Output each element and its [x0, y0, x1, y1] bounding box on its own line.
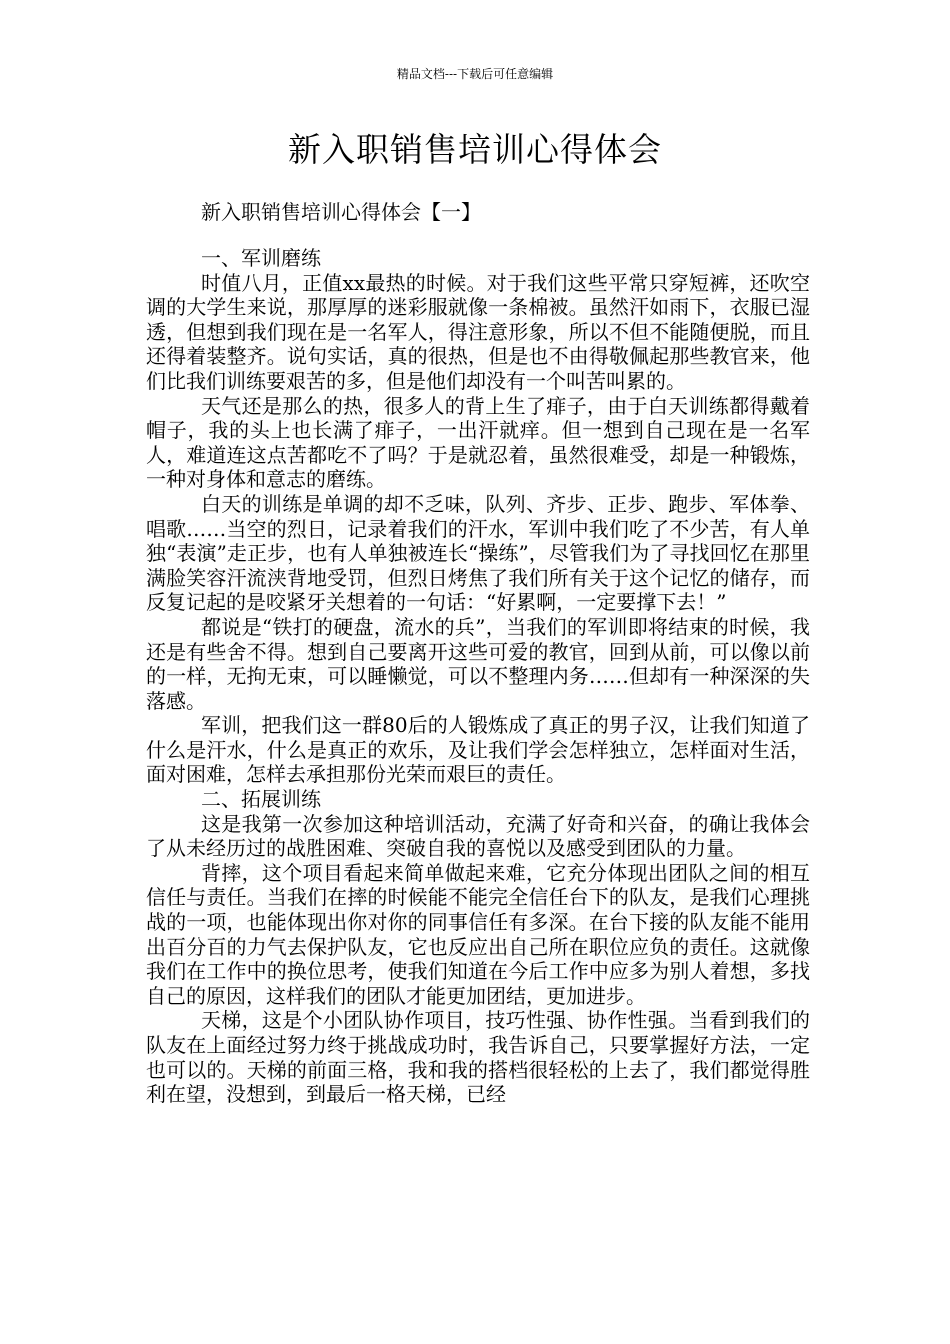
paragraph: 背摔，这个项目看起来简单做起来难，它充分体现出团队之间的相互信任与责任。当我们在摔的时候能不能完全信任台下的队友，是我们心理挑战的一项，也能体现出你对你的同事信任有多深。在台下接的队友能不能用出百分百的力气去保护队友，它也反应出自己所在职位应负的责任。这就像我们在工作中的换位思考，使我们知道在今后工作中应多为别人着想，多找自己的原因，这样我们的团队才能更加团结，更加进步。 [146, 860, 810, 1008]
paragraph: 军训，把我们这一群80后的人锻炼成了真正的男子汉，让我们知道了什么是汗水，什么是真正的欢乐，及让我们学会怎样独立，怎样面对生活，面对困难，怎样去承担那份光荣而艰巨的责任。 [146, 713, 810, 787]
paragraph: 天梯，这是个小团队协作项目，技巧性强、协作性强。当看到我们的队友在上面经过努力终于挑战成功时，我告诉自己，只要掌握好方法，一定也可以的。天梯的前面三格，我和我的搭档很轻松的上去了，我们都觉得胜利在望，没想到，到最后一格天梯，已经 [146, 1008, 810, 1107]
paragraph: 时值八月，正值xx最热的时候。对于我们这些平常只穿短裤，还吹空调的大学生来说，那厚厚的迷彩服就像一条棉被。虽然汗如雨下，衣服已湿透，但想到我们现在是一名军人，得注意形象，所以不但不能随便脱，而且还得着装整齐。说句实话，真的很热，但是也不由得敬佩起那些教官来，他们比我们训练要艰苦的多，但是他们却没有一个叫苦叫累的。 [146, 270, 810, 393]
header-note: 精品文档---下载后可任意编辑 [396, 67, 554, 81]
paragraph: 这是我第一次参加这种培训活动，充满了好奇和兴奋，的确让我体会了从未经历过的战胜困难、突破自我的喜悦以及感受到团队的力量。 [146, 811, 810, 861]
paragraph: 天气还是那么的热，很多人的背上生了痱子，由于白天训练都得戴着帽子，我的头上也长满了痱子，一出汗就痒。但一想到自己现在是一名军人，难道连这点苦都吃不了吗？于是就忍着，虽然很难受，却是一种锻炼，一种对身体和意志的磨练。 [146, 393, 810, 492]
document-body [146, 196, 810, 1107]
document-subtitle: 新入职销售培训心得体会【一】 [201, 200, 481, 224]
document-title: 新入职销售培训心得体会 [288, 130, 662, 169]
paragraph: 都说是“铁打的硬盘，流水的兵”，当我们的军训即将结束的时候，我还是有些舍不得。想到自己要离开这些可爱的教官，回到从前，可以像以前的一样，无拘无束，可以睡懒觉，可以不整理内务……但却有一种深深的失落感。 [146, 614, 810, 713]
section-heading-military-training: 一、军训磨练 [201, 246, 321, 270]
paragraph: 白天的训练是单调的却不乏味，队列、齐步、正步、跑步、军体拳、唱歌……当空的烈日，记录着我们的汗水，军训中我们吃了不少苦，有人单独“表演”走正步，也有人单独被连长“操练”，尽管我们为了寻找回忆在那里满脸笑容汗流浃背地受罚，但烈日烤焦了我们所有关于这个记忆的储存，而反复记起的是咬紧牙关想着的一句话：“好累啊，一定要撑下去！” [146, 491, 810, 615]
spacer [146, 228, 810, 246]
section-heading-outward-bound: 二、拓展训练 [201, 787, 321, 812]
